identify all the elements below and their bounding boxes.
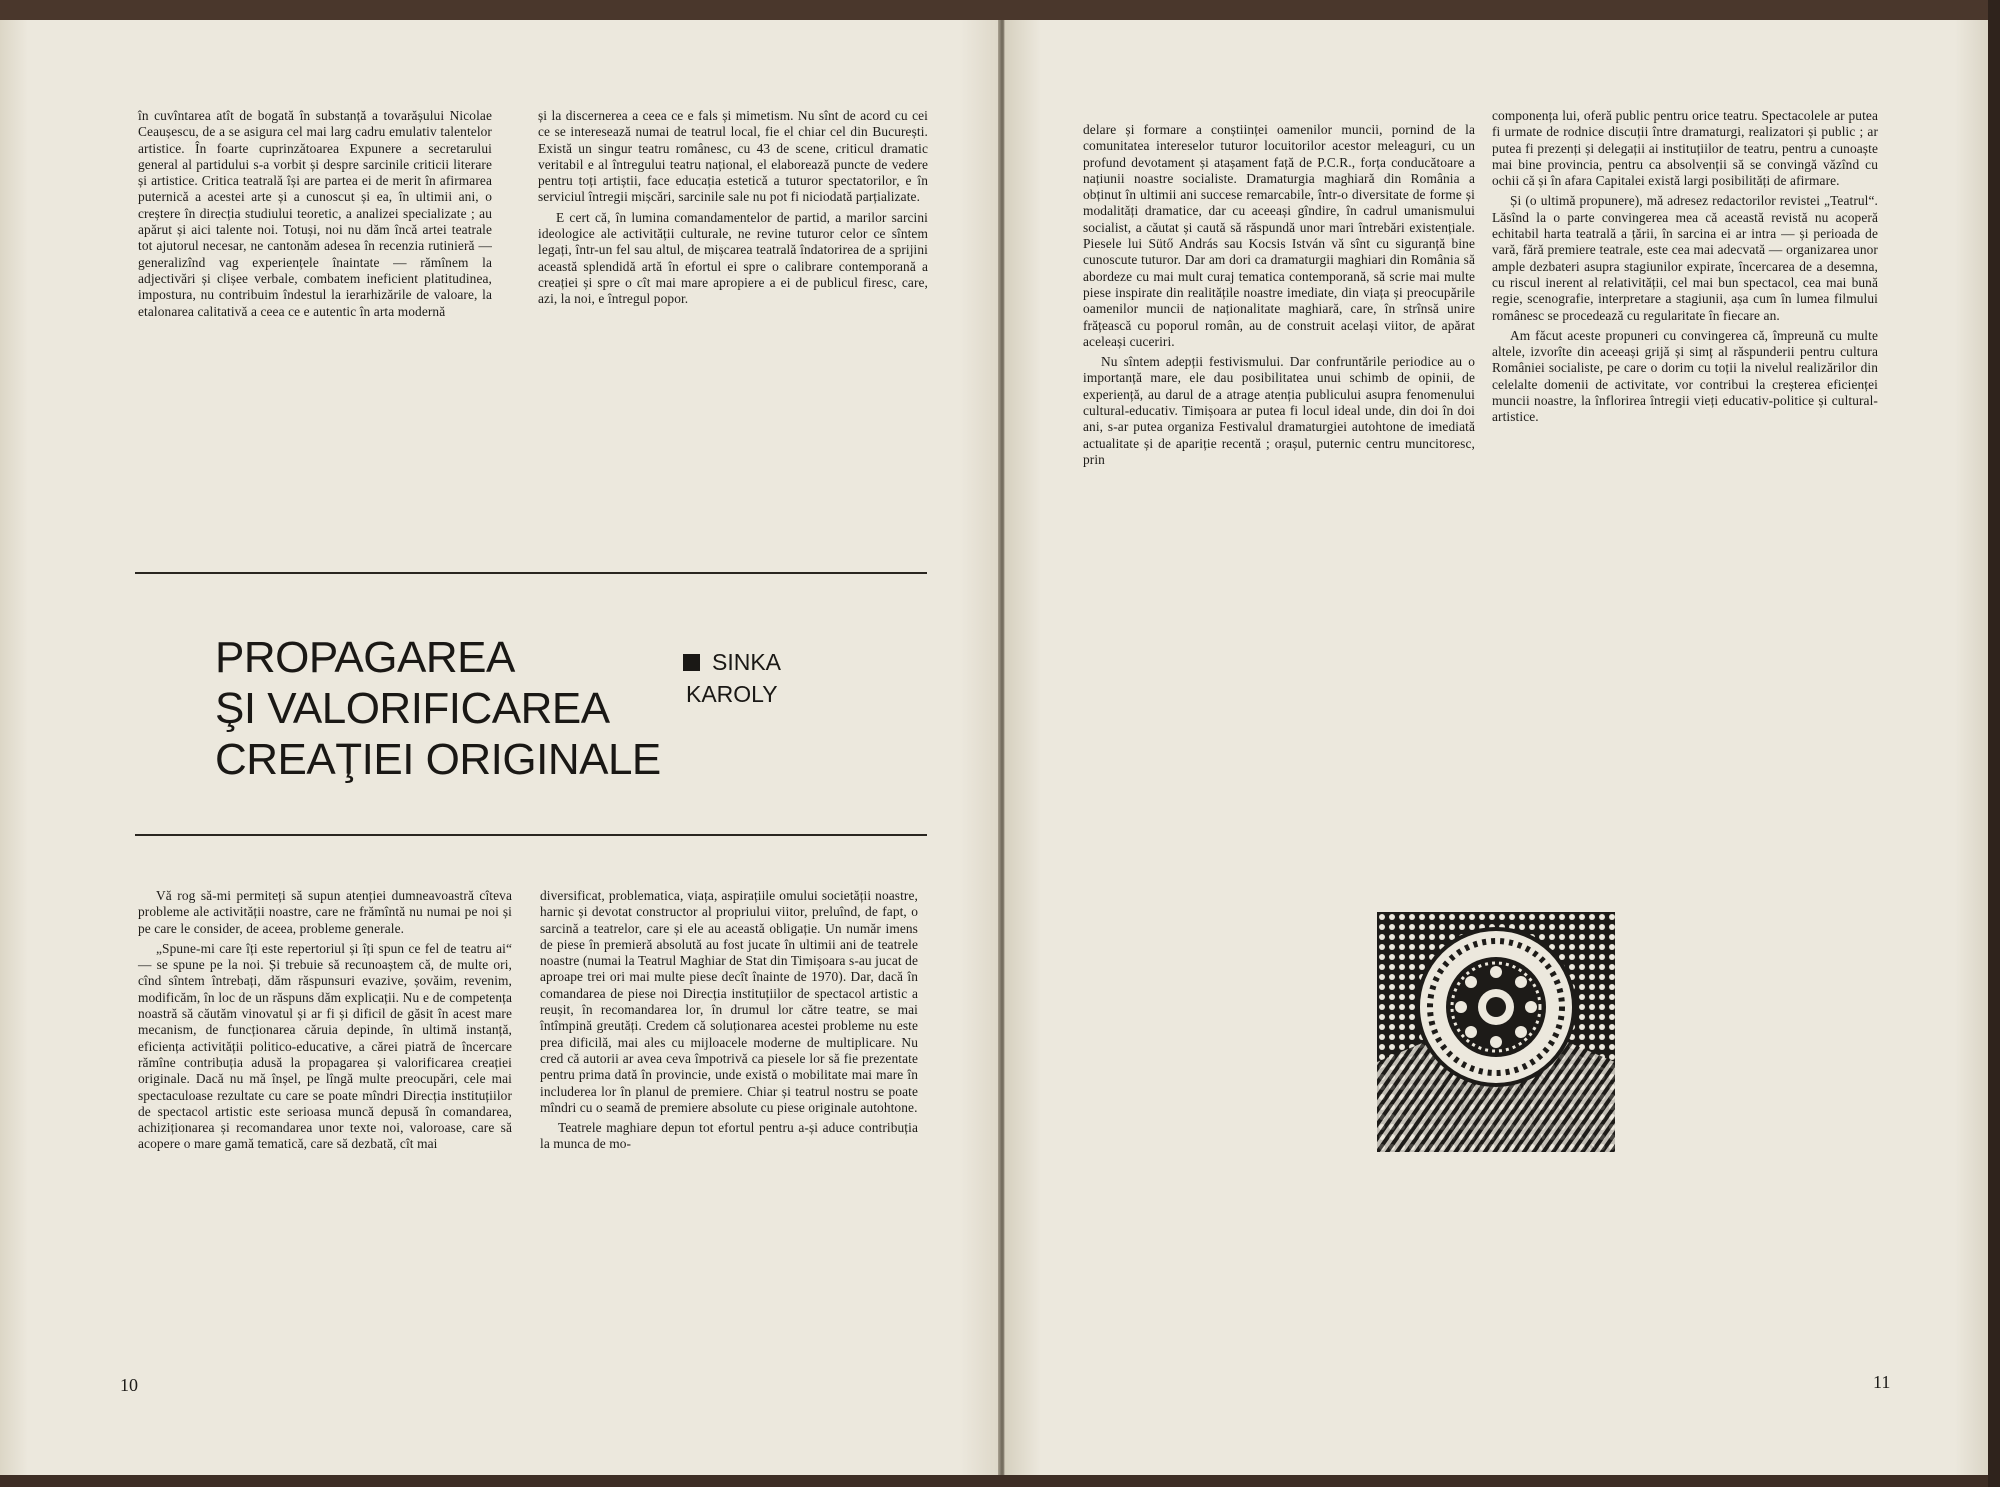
book-edge-right	[1988, 0, 2000, 1487]
paragraph: și la discernerea a ceea ce e fals și mimetism. Nu sînt de acord cu cei ce se interesează numai de teatrul local, fie el chiar cel din București. Există un singur teatru românesc, cu 43 de scene, criticul dramatic veritabil e al întregului teatru național, el elaborează puncte de vedere pentru toți artiștii, face educația estetică a tuturor spectatorilor, e în serviciul întregii mișcări, sarcinile sale nu pot fi niciodată parțializate.	[538, 108, 928, 205]
book-edge-top	[0, 0, 2000, 20]
paragraph: Am făcut aceste propuneri cu convingerea că, împreună cu multe altele, izvorîte din aceeași grijă și simț al răspunderii pentru cultura României socialiste, pe care o dorim cu toții la nivelul realizărilor din celelalte domenii de activitate, vor contribui la creșterea eficienței muncii noastre, la înflorirea întregii vieți educativ-politice și cultural-artistice.	[1492, 327, 1878, 425]
decorative-rosette-ornament-icon	[1377, 912, 1615, 1152]
headline-bottom-rule	[135, 834, 927, 836]
headline-line-3: CREAŢIEI ORIGINALE	[215, 735, 661, 784]
headline-line-1: PROPAGAREA	[215, 633, 515, 682]
author-first-name: SINKA	[712, 649, 782, 675]
headline-line-2: ŞI VALORIFICAREA	[215, 684, 610, 733]
paragraph: Și (o ultimă propunere), mă adresez redactorilor revistei „Teatrul“. Lăsînd la o parte convingerea mea că această revistă nu acoperă echitabil harta teatrală a țării, în sarcina ei ar intra — și perioada de vară, fără premiere teatrale, este cea mai adecvată — organizarea unor ample dezbateri asupra stagiunilor expirate, încercarea de a desemna, cu riscul inerent al relativității, cel mai bun spectacol, cea mai bună regie, scenografie, interpretare a stagiunii, așa cum în lumea filmului românesc se procedează cu regularitate în fiecare an.	[1492, 193, 1878, 323]
paragraph: în cuvîntarea atît de bogată în substanță a tovarășului Nicolae Ceaușescu, de a se asigura cel mai larg cadru emulativ talentelor artistice. În foarte cuprinzătoarea Expunere a secretarului general al partidului s-a vorbit și despre sarcinile criticii literare și artistice. Critica teatrală își are partea ei de merit în afirmarea puternică a acestei arte și a cunoscut și ea, în ultimii ani, o creștere în direcția studiului teoretic, a analizei specializate ; au apărut și aici talente noi. Totuși, noi nu dăm încă artei teatrale tot ajutorul necesar, ne cantonăm adesea în recenzia rutinieră — generalizînd vag experiențele înaintate — rămînem la adjectivări și clișee verbale, combatem ineficient platitudinea, impostura, nu contribuim îndestul la ierarhizările de valoare, la etalonarea calitativă a ceea ce e autentic în arta modernă	[138, 108, 492, 319]
article-author	[683, 646, 781, 710]
paragraph: delare și formare a conștiinței oamenilor muncii, pornind de la comunitatea intereselor tuturor locuitorilor acestor meleaguri, cu un profund devotament și atașament față de P.C.R., forța conducătoare a națiunii noastre socialiste. Dramaturgia maghiară din România a obținut în ultimii ani succese remarcabile, într-o diversitate de forme și modalități dramatice, dar cu aceeași gîndire, în cadrul umanismului socialist, a căutat și caută să răspundă unor mari întrebări existențiale. Piesele lui Sütő András sau Kocsis István vă sînt cu siguranță bine cunoscute tuturor. Dar am dori ca dramaturgii maghiari din România să abordeze cu mai mult curaj tematica contemporană, să scrie mai multe piese inspirate din realitățile noastre imediate, din viața și preocupările oamenilor muncii de naționalitate maghiară, care, în strînsă unire frățească cu poporul român, au de construit același viitor, de apărat aceleași cuceriri.	[1083, 122, 1475, 349]
page-number-right: 11	[1873, 1372, 1891, 1392]
paragraph: componența lui, oferă public pentru orice teatru. Spectacolele ar putea fi urmate de rodnice discuții între dramaturgi, realizatori și public ; ar putea fi prezenți și delegații ai instituțiilor de teatru, pentru a cunoaște mai bine provincia, pentru ca absolvenții să se convingă văzînd cu ochii că și în afara Capitalei există largi posibilități de afirmare.	[1492, 108, 1878, 189]
left-body-column-1	[138, 888, 512, 1157]
paragraph: diversificat, problematica, viața, aspirațiile omului societății noastre, harnic și devotat constructor al propriului viitor, preluînd, de fapt, o sarcină a teatrelor, care și ele au această obligație. Un număr imens de piese în premieră absolută au fost jucate în ultimii ani de teatrele noastre (numai la Teatrul Maghiar de Stat din Timișoara s-au jucat de aproape trei ori mai multe piese decît înainte de 1970). Dar, dacă în comandarea de piese noi Direcția instituțiilor de spectacol artistic a reușit, în recomandarea lor, în drumul lor către teatre, se mai întîmpină greutăți. Credem că soluționarea acestei probleme nu este prea dificilă, mai ales cu mijloacele moderne de multiplicare. Nu cred că autorii ar avea ceva împotrivă ca piesele lor să fie prezentate pentru prima dată în provincie, unde există o mobilitate mai mare în includerea lor în planul de premiere. Chiar și teatrul nostru se poate mîndri cu o seamă de premiere absolute cu piese originale autohtone.	[540, 888, 918, 1115]
paragraph: „Spune-mi care îți este repertoriul și îți spun ce fel de teatru ai“ — se spune pe la noi. Și trebuie să recunoaștem că, de multe ori, cînd sîntem întrebați, dăm răspunsuri evazive, șovăim, revenim, modificăm, în loc de un răspuns dăm explicații. Nu e de competența noastră să căutăm vinovatul și ar fi și dificil de găsit în acest mare mecanism, de funcționarea căruia depinde, în ultimă instanță, eficiența activității politico-educative, a cărei piatră de încercare rămîne contribuția adusă la propagarea și valorificarea creației originale. Dacă nu mă înșel, pe lîngă multe preocupări, cele mai spectaculoase rezultate cu care se poate mîndri Direcția instituțiilor de spectacol artistic este serioasa muncă depusă în comandarea, achiziționarea și recomandarea unor texte noi, valoroase, care să acopere o mare gamă tematică, care să dezbată, cît mai	[138, 940, 512, 1152]
article-headline	[215, 632, 661, 785]
paragraph: Teatrele maghiare depun tot efortul pentru a-și aduce contribuția la munca de mo-	[540, 1120, 918, 1152]
left-top-column-1	[138, 108, 492, 324]
left-body-column-2	[540, 888, 918, 1157]
right-column-1	[1083, 122, 1475, 472]
right-page	[1004, 20, 1990, 1475]
bullet-square-icon	[683, 654, 700, 671]
headline-top-rule	[135, 572, 927, 574]
paragraph: Nu sîntem adepții festivismului. Dar confruntările periodice au o importanță mare, ele dau posibilitatea unui schimb de opinii, de experiență, au darul de a atrage atenția publicului asupra fenomenului cultural-educativ. Timișoara ar putea fi locul ideal unde, din doi în doi ani, s-ar putea organiza Festivalul dramaturgiei autohtone de imediată actualitate și de apariție recentă ; orașul, puternic centru muncitoresc, prin	[1083, 354, 1475, 467]
page-number-left: 10	[120, 1375, 138, 1395]
author-last-name: KAROLY	[686, 681, 778, 707]
left-page	[0, 20, 1000, 1475]
paragraph: Vă rog să-mi permiteți să supun atenției dumneavoastră cîteva probleme ale activității noastre, care ne frămîntă nu numai pe noi și pe care le consider, de aceea, probleme generale.	[138, 888, 512, 936]
right-column-2	[1492, 108, 1878, 430]
paragraph: E cert că, în lumina comandamentelor de partid, a marilor sarcini ideologice ale activității culturale, ne revine tuturor celor ce sîntem legați, într-un fel sau altul, de mișcarea teatrală îndatorirea de a sprijini această splendidă artă în efortul ei spre o calibrare contemporană a creației și spre o cît mai mare apropiere a ei de publicul firesc, care, azi, la noi, e întregul popor.	[538, 209, 928, 307]
left-top-column-2	[538, 108, 928, 312]
